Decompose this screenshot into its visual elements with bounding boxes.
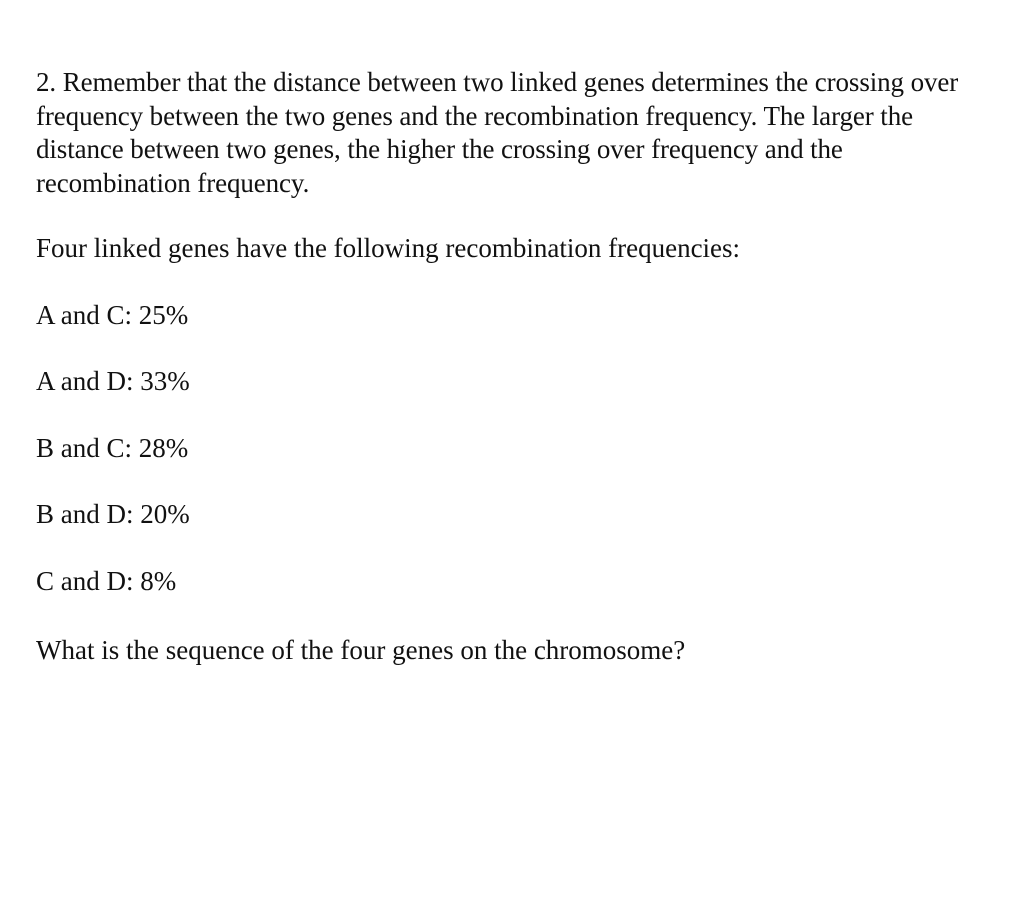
intro-paragraph: 2. Remember that the distance between two linked genes determines the crossing over frequency between the two genes and the recombination frequency. The larger the distance between two genes, the higher the crossing over frequency and the recombination frequency. [36,67,959,198]
frequency-list [36,299,996,599]
frequency-item-b-c: B and C: 28% [36,432,189,463]
frequency-item-b-d: B and D: 20% [36,499,190,529]
question-page [36,66,996,668]
question-text: What is the sequence of the four genes on the chromosome? [36,635,686,665]
frequency-item-a-c: A and C: 25% [36,299,189,330]
frequency-item-c-d: C and D: 8% [36,565,177,596]
lead-sentence: Four linked genes have the following recombination frequencies: [36,233,741,263]
frequency-item-a-d: A and D: 33% [36,366,190,396]
